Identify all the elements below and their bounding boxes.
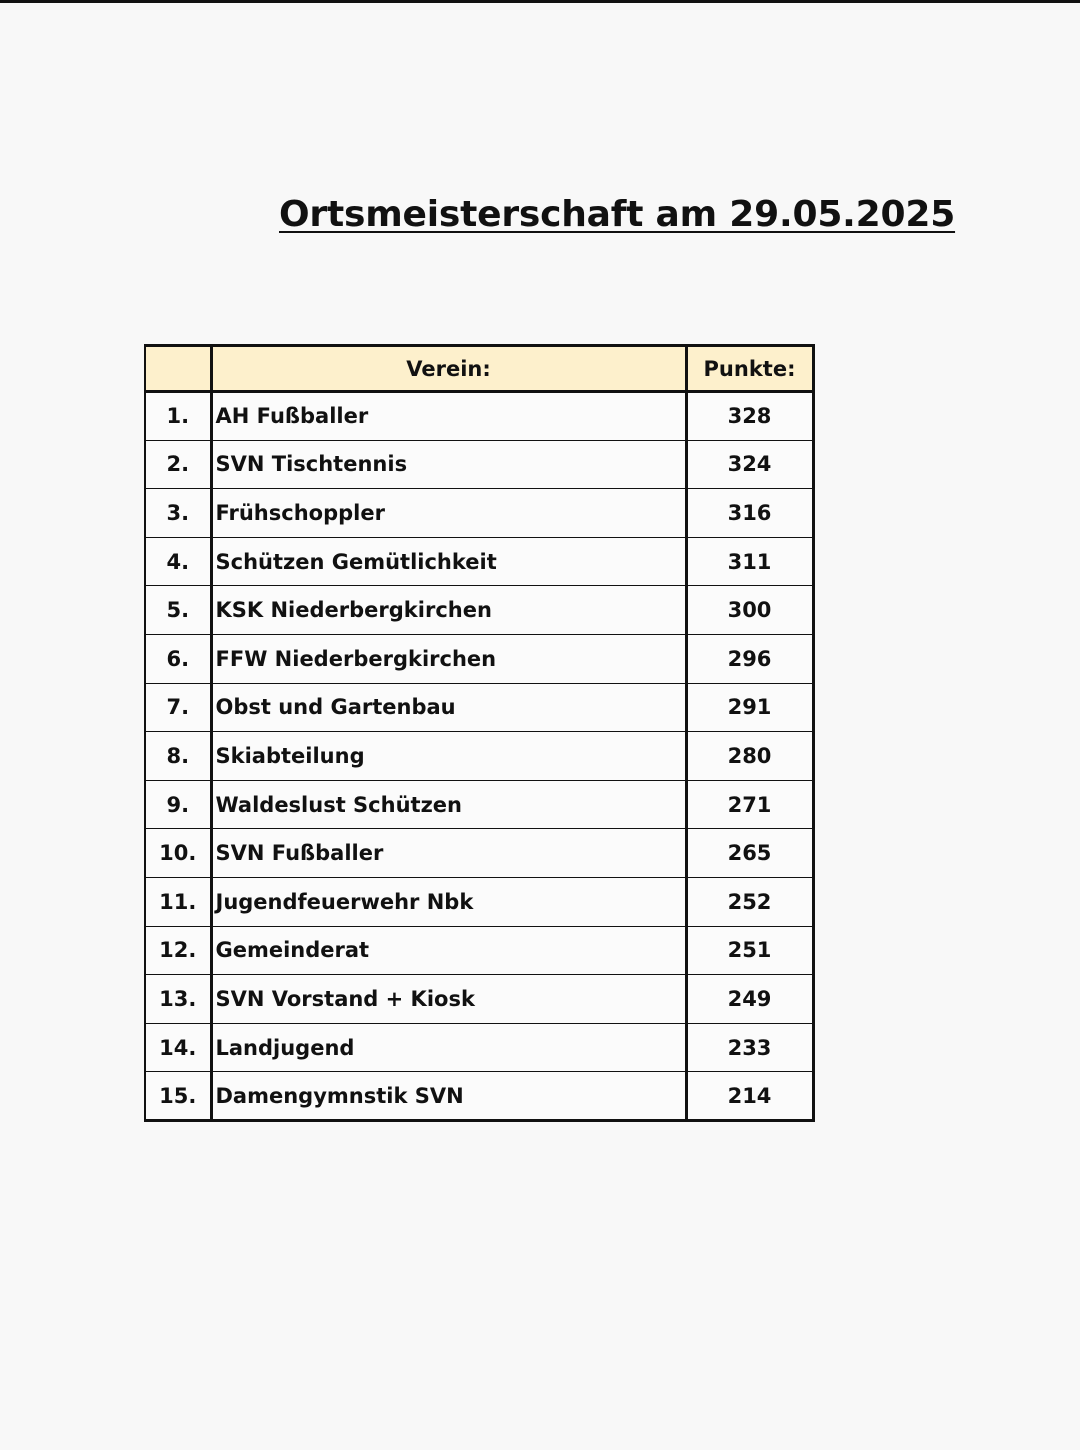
points-cell: 271 (686, 780, 813, 829)
rank-cell: 4. (145, 537, 211, 586)
table-row (145, 926, 813, 975)
rank-cell: 14. (145, 1023, 211, 1072)
table-row (145, 732, 813, 781)
table-header-row (145, 346, 813, 392)
rank-cell: 9. (145, 780, 211, 829)
table-body (145, 392, 813, 1121)
table-row (145, 975, 813, 1024)
club-name-cell: SVN Vorstand + Kiosk (211, 975, 686, 1024)
points-cell: 300 (686, 586, 813, 635)
points-cell: 311 (686, 537, 813, 586)
club-column-header: Verein: (211, 346, 686, 392)
club-name-cell: Landjugend (211, 1023, 686, 1072)
rank-column-header (145, 346, 211, 392)
table-row (145, 877, 813, 926)
club-name-cell: FFW Niederbergkirchen (211, 634, 686, 683)
rank-cell: 5. (145, 586, 211, 635)
table-row (145, 440, 813, 489)
points-cell: 296 (686, 634, 813, 683)
table-row (145, 586, 813, 635)
club-name-cell: SVN Fußballer (211, 829, 686, 878)
club-name-cell: Jugendfeuerwehr Nbk (211, 877, 686, 926)
table-row (145, 489, 813, 538)
table-row (145, 829, 813, 878)
ranking-table (144, 344, 815, 1122)
points-cell: 316 (686, 489, 813, 538)
table-row (145, 683, 813, 732)
club-name-cell: Damengymnstik SVN (211, 1072, 686, 1121)
rank-cell: 15. (145, 1072, 211, 1121)
club-name-cell: KSK Niederbergkirchen (211, 586, 686, 635)
points-cell: 280 (686, 732, 813, 781)
table-row (145, 1023, 813, 1072)
page-title: Ortsmeisterschaft am 29.05.2025 (279, 194, 956, 235)
table-row (145, 634, 813, 683)
club-name-cell: Skiabteilung (211, 732, 686, 781)
club-name-cell: Frühschoppler (211, 489, 686, 538)
points-cell: 324 (686, 440, 813, 489)
points-column-header: Punkte: (686, 346, 813, 392)
club-name-cell: Schützen Gemütlichkeit (211, 537, 686, 586)
rank-cell: 3. (145, 489, 211, 538)
points-cell: 291 (686, 683, 813, 732)
club-name-cell: SVN Tischtennis (211, 440, 686, 489)
table-row (145, 392, 813, 441)
points-cell: 252 (686, 877, 813, 926)
rank-cell: 8. (145, 732, 211, 781)
points-cell: 328 (686, 392, 813, 441)
table-row (145, 1072, 813, 1121)
club-name-cell: AH Fußballer (211, 392, 686, 441)
points-cell: 249 (686, 975, 813, 1024)
club-name-cell: Obst und Gartenbau (211, 683, 686, 732)
table-header (145, 346, 813, 392)
rank-cell: 1. (145, 392, 211, 441)
rank-cell: 12. (145, 926, 211, 975)
top-border-line (0, 0, 1080, 3)
table-row (145, 780, 813, 829)
points-cell: 214 (686, 1072, 813, 1121)
rank-cell: 2. (145, 440, 211, 489)
points-cell: 233 (686, 1023, 813, 1072)
rank-cell: 13. (145, 975, 211, 1024)
club-name-cell: Gemeinderat (211, 926, 686, 975)
rank-cell: 6. (145, 634, 211, 683)
rank-cell: 7. (145, 683, 211, 732)
points-cell: 251 (686, 926, 813, 975)
rank-cell: 10. (145, 829, 211, 878)
club-name-cell: Waldeslust Schützen (211, 780, 686, 829)
rank-cell: 11. (145, 877, 211, 926)
table-row (145, 537, 813, 586)
points-cell: 265 (686, 829, 813, 878)
